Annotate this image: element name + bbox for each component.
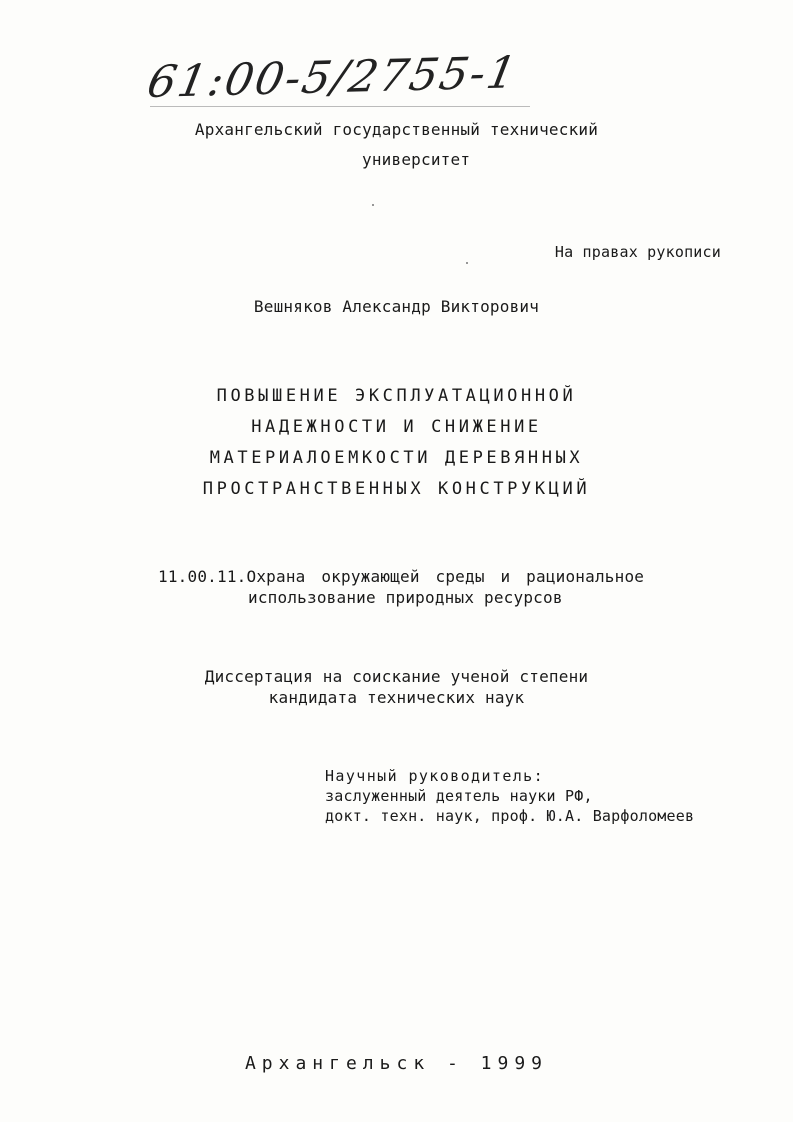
scan-speck [466,262,468,264]
degree-line-1: Диссертация на соискание ученой степени [204,667,589,686]
supervisor-label: Научный руководитель: [325,767,545,785]
city-year: Архангельск - 1999 [244,1053,549,1074]
scan-speck [372,204,374,206]
title-line-3: МАТЕРИАЛОЕМКОСТИ ДЕРЕВЯННЫХ [209,448,584,468]
specialty-line-2: использование природных ресурсов [248,588,563,607]
author-name: Вешняков Александр Викторович [253,297,540,316]
institution-line-1: Архангельский государственный технический [194,120,599,139]
title-line-1: ПОВЫШЕНИЕ ЭКСПЛУАТАЦИОННОЙ [216,386,577,406]
supervisor-title: заслуженный деятель науки РФ, [325,787,593,805]
rights-note: На правах рукописи [554,243,721,261]
supervisor-name: докт. техн. наук, проф. Ю.А. Варфоломеев [325,807,695,825]
degree-line-2: кандидата технических наук [268,688,525,707]
institution-line-2: университет [362,150,471,169]
stamp-underline [150,106,530,107]
handwritten-catalog-number: 61:00-5/2755-1 [143,47,523,108]
title-line-4: ПРОСТРАНСТВЕННЫХ КОНСТРУКЦИЙ [202,479,591,499]
specialty-line-1: 11.00.11.Охрана окружающей среды и рациональное [158,567,645,586]
title-line-2: НАДЕЖНОСТИ И СНИЖЕНИЕ [251,417,542,437]
